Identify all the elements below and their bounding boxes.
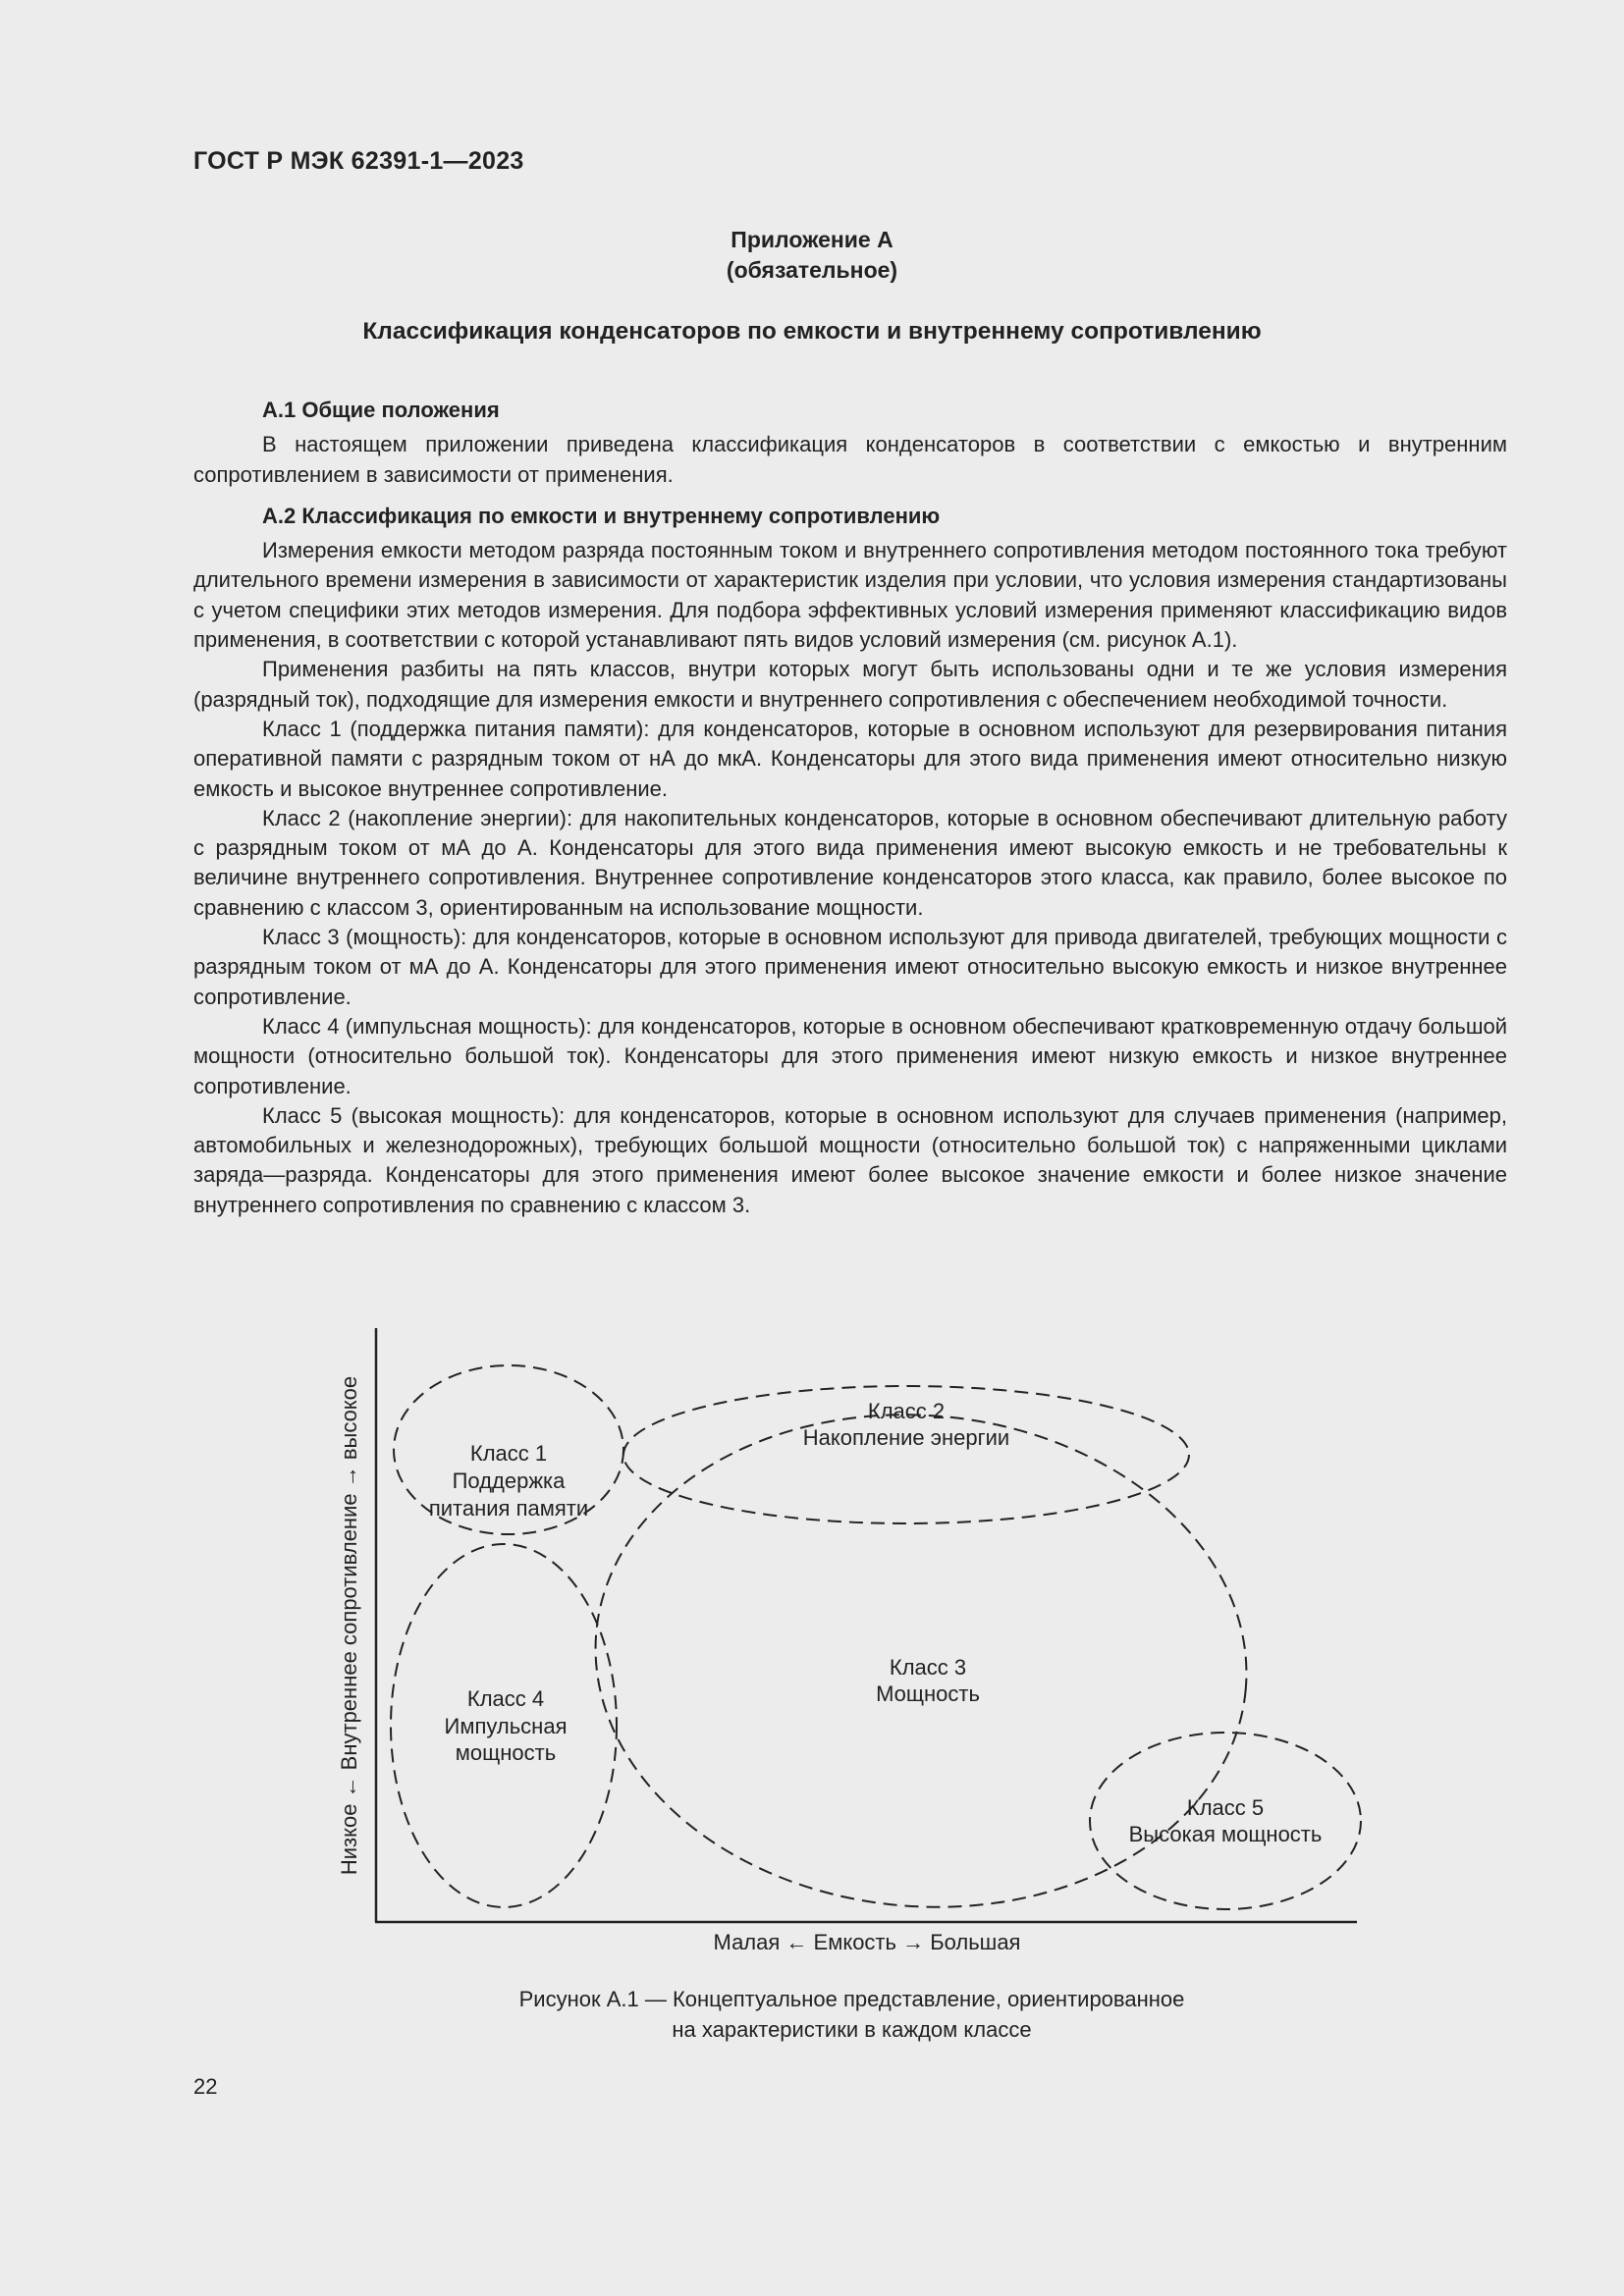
annex-title <box>0 225 1624 286</box>
section-a2-paragraph-2: Применения разбиты на пять классов, внутри которых могут быть использованы одни и те же условия измерения (разрядный ток), подходящие для измерения емкости и внутреннего сопротивления с обеспечением необходимой точности. <box>193 657 1507 712</box>
section-a2-paragraph-7: Класс 5 (высокая мощность): для конденсаторов, которые в основном используют для случаев применения (например, автомобильных и железнодорожных), требующих большой мощности (относительно большой ток) с напряженными циклами заряда—разряда. Конденсаторы для этого применения имеют более высокое значение емкости и более низкое значение внутреннего сопротивления по сравнению с классом 3. <box>193 1102 1507 1217</box>
annex-main-title: Классификация конденсаторов по емкости и внутреннему сопротивлению <box>362 318 1262 345</box>
class3-label-line2: Мощность <box>876 1682 980 1706</box>
class5-label-line1: Класс 5 <box>1186 1795 1265 1820</box>
class2-label-line1: Класс 2 <box>867 1399 946 1423</box>
figure-caption-line2: на характеристики в каждом классе <box>672 2017 1032 2042</box>
class1-label-line2: Поддержка <box>452 1468 566 1493</box>
class2-label-line2: Накопление энергии <box>802 1425 1010 1450</box>
class1-label-line3: питания памяти <box>428 1496 589 1521</box>
class4-label-line2: Импульсная <box>444 1714 568 1738</box>
figure-a1-caption <box>0 1984 1624 2045</box>
section-a2-paragraph-3: Класс 1 (поддержка питания памяти): для конденсаторов, которые в основном используют для резервирования питания оперативной памяти с разрядным током от нА до мкА. Конденсаторы для этого вида применения имеют относительно низкую емкость и высокое внутреннее сопротивление. <box>193 716 1507 801</box>
figure-caption-line1: Рисунок А.1 — Концептуальное представление, ориентированное <box>518 1987 1185 2011</box>
annex-title-line1: Приложение А <box>731 227 893 252</box>
annex-title-line2: (обязательное) <box>726 257 898 283</box>
section-a2-paragraph-1: Измерения емкости методом разряда постоянным током и внутреннего сопротивления методом постоянного тока требуют длительного времени измерения в зависимости от характеристик изделия при условии, что условия измерения стандартизованы с учетом специфики этих методов измерения. Для подбора эффективных условий измерения применяют классификацию видов применения, в соответствии с которой устанавливают пять видов условий измерения (см. рисунок А.1). <box>193 538 1507 653</box>
document-body <box>193 396 1507 1220</box>
section-a2-paragraph-4: Класс 2 (накопление энергии): для накопительных конденсаторов, которые в основном обеспечивают длительную работу с разрядным током от мА до А. Конденсаторы для этого вида применения имеют высокую емкость и не требовательны к величине внутреннего сопротивления. Внутреннее сопротивление конденсаторов этого класса, как правило, более высокое по сравнению с классом 3, ориентированным на использование мощности. <box>193 805 1507 920</box>
class3-label-line1: Класс 3 <box>889 1655 967 1680</box>
figure-a1-diagram <box>324 1320 1375 1968</box>
class4-label-line3: мощность <box>455 1740 557 1765</box>
section-a2-heading: А.2 Классификация по емкости и внутреннему сопротивлению <box>262 503 941 528</box>
class5-label-line2: Высокая мощность <box>1128 1822 1323 1846</box>
section-a1-paragraph: В настоящем приложении приведена классификация конденсаторов в соответствии с емкостью и внутренним сопротивлением в зависимости от применения. <box>193 432 1507 487</box>
section-a1-heading: А.1 Общие положения <box>262 398 500 422</box>
x-axis-label: Малая ← Емкость → Большая <box>713 1930 1021 1954</box>
class1-label-line1: Класс 1 <box>469 1441 548 1466</box>
section-a2-paragraph-6: Класс 4 (импульсная мощность): для конденсаторов, которые в основном обеспечивают кратковременную отдачу большой мощности (относительно большой ток). Конденсаторы для этого применения имеют низкую емкость и низкое внутреннее сопротивление. <box>193 1013 1507 1098</box>
page-number: 22 <box>193 2074 218 2099</box>
class4-label-line1: Класс 4 <box>466 1686 545 1711</box>
section-a2-paragraph-5: Класс 3 (мощность): для конденсаторов, которые в основном используют для привода двигателей, требующих мощности с разрядным током от мА до А. Конденсаторы для этого применения имеют относительно высокую емкость и низкое внутреннее сопротивление. <box>193 925 1507 1009</box>
y-axis-label: Низкое ← Внутреннее сопротивление → высокое <box>337 1375 361 1876</box>
document-standard-header: ГОСТ Р МЭК 62391-1—2023 <box>193 147 524 175</box>
